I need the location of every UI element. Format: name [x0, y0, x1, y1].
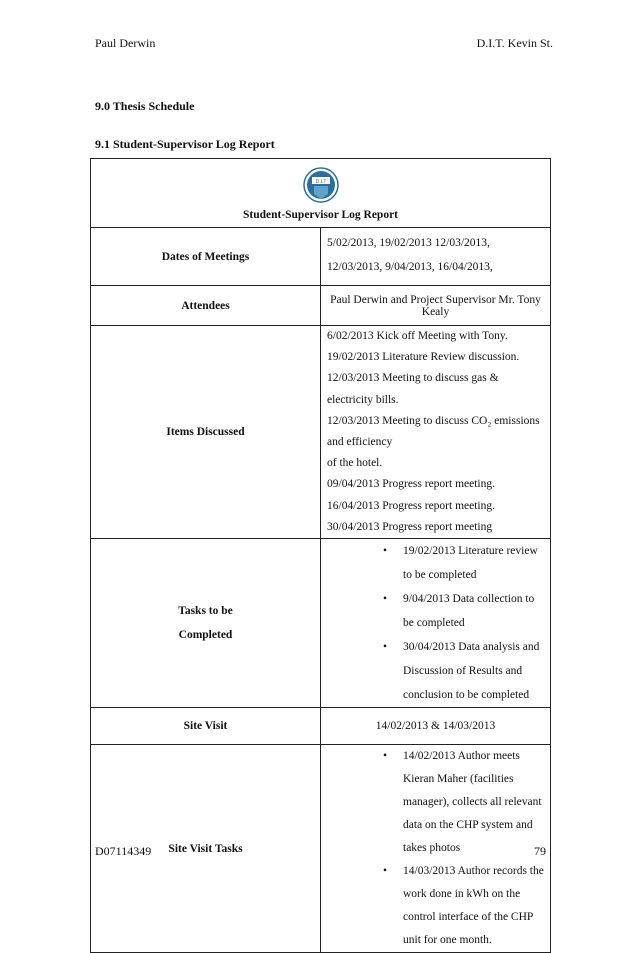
list-item: 09/04/2013 Progress report meeting. — [327, 478, 496, 491]
list-item — [321, 539, 544, 587]
site-task-text: 14/03/2013 Author records the work done in kWh on the control interface of the CHP unit for one month. — [403, 865, 544, 947]
attendees-value: Paul Derwin and Project Supervisor Mr. Tony Kealy — [321, 286, 551, 326]
bullet-icon: • — [383, 865, 388, 878]
tasks-label — [91, 539, 321, 708]
footer-doc-id: D07114349 — [95, 844, 152, 858]
list-item: 19/02/2013 Literature Review discussion. — [327, 351, 520, 364]
list-item: 12/03/2013 Meeting to discuss CO₂ emissions and efficiency — [327, 414, 540, 449]
bullet-icon: • — [383, 593, 388, 606]
site-task-text: 14/02/2013 Author meets Kieran Maher (facilities manager), collects all relevant data on the CHP system and takes photos — [403, 750, 542, 855]
log-report-table — [90, 158, 551, 953]
site-visit-tasks-list — [321, 745, 550, 952]
dates-cell — [321, 228, 551, 286]
dates-value: 5/02/2013, 19/02/2013 12/03/2013, 12/03/2013, 9/04/2013, 16/04/2013, — [327, 237, 493, 273]
attendees-label: Attendees — [91, 286, 321, 326]
list-item — [321, 587, 544, 635]
list-item — [321, 745, 544, 860]
list-item: 6/02/2013 Kick off Meeting with Tony. — [327, 330, 508, 342]
header-author: Paul Derwin — [95, 36, 156, 50]
header-institution: D.I.T. Kevin St. — [476, 36, 553, 50]
dit-logo-icon — [303, 167, 339, 203]
site-visit-value: 14/02/2013 & 14/03/2013 — [321, 708, 551, 745]
log-title: Student-Supervisor Log Report — [242, 209, 399, 221]
tasks-list — [321, 539, 550, 707]
tasks-label-line2: Completed — [178, 629, 233, 642]
bullet-icon: • — [383, 750, 388, 763]
logo-text: D.I.T — [315, 179, 326, 185]
site-visit-tasks-label: Site Visit Tasks — [91, 745, 321, 953]
tasks-label-line1: Tasks to be — [178, 605, 233, 618]
items-label: Items Discussed — [91, 326, 321, 539]
items-list — [321, 326, 550, 538]
dates-label: Dates of Meetings — [91, 228, 321, 286]
list-item: 30/04/2013 Progress report meeting — [327, 520, 493, 533]
task-text: 19/02/2013 Literature review to be completed — [403, 545, 538, 582]
section-heading: 9.0 Thesis Schedule — [95, 99, 195, 113]
list-item: 12/03/2013 Meeting to discuss gas & electricity bills. — [327, 372, 499, 406]
tasks-cell — [321, 539, 551, 708]
items-cell — [321, 326, 551, 539]
section-subheading: 9.1 Student-Supervisor Log Report — [95, 137, 275, 151]
bullet-icon: • — [383, 545, 388, 558]
log-title-cell — [91, 159, 551, 228]
dit-logo — [91, 159, 550, 203]
list-item — [321, 635, 544, 707]
footer-page-number: 79 — [534, 844, 546, 858]
list-item — [321, 860, 544, 952]
bullet-icon: • — [383, 641, 388, 654]
list-item: 16/04/2013 Progress report meeting. — [327, 499, 496, 512]
task-text: 30/04/2013 Data analysis and Discussion of Results and conclusion to be completed — [403, 641, 540, 702]
site-visit-label: Site Visit — [91, 708, 321, 745]
list-item: of the hotel. — [327, 457, 383, 470]
task-text: 9/04/2013 Data collection to be completed — [403, 593, 535, 630]
site-visit-tasks-cell — [321, 745, 551, 953]
